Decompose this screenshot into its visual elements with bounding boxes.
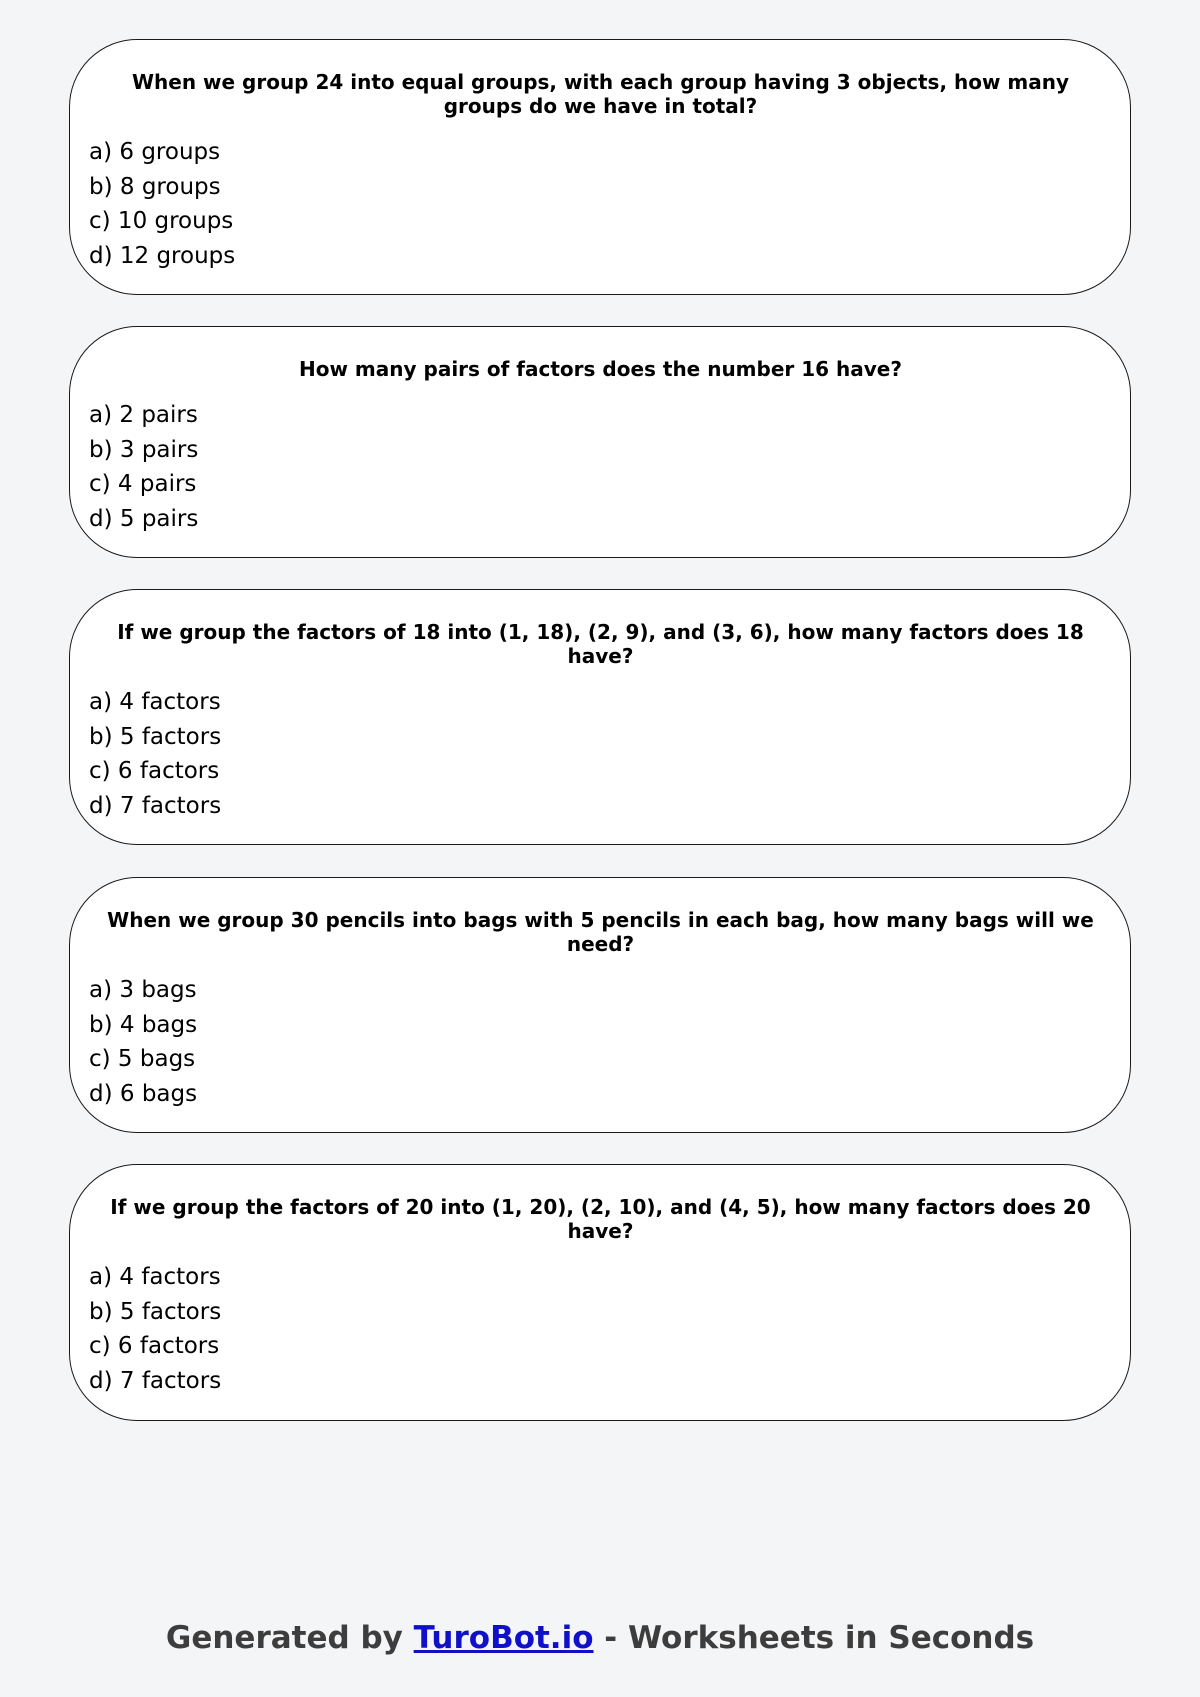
answer-options <box>89 135 1112 273</box>
question-text: How many pairs of factors does the number 16 have? <box>299 357 902 381</box>
answer-option-a: a) 3 bags <box>89 977 197 1003</box>
answer-option-c: c) 6 factors <box>89 758 220 784</box>
answer-option-d: d) 7 factors <box>89 792 222 819</box>
answer-option-c: c) 5 bags <box>89 1046 196 1072</box>
question-card-4 <box>69 877 1131 1133</box>
answer-option-d: d) 12 groups <box>89 242 236 269</box>
answer-option-a: a) 6 groups <box>89 139 221 165</box>
answer-option-b: b) 8 groups <box>89 173 221 200</box>
footer-prefix: Generated by <box>165 1620 414 1656</box>
answer-option-d: d) 5 pairs <box>89 505 199 532</box>
answer-option-c: c) 10 groups <box>89 208 234 234</box>
footer-suffix: - Worksheets in Seconds <box>593 1620 1035 1656</box>
answer-option-a: a) 4 factors <box>89 689 221 715</box>
answer-option-b: b) 5 factors <box>89 723 222 750</box>
answer-option-b: b) 4 bags <box>89 1011 198 1038</box>
question-text: If we group the factors of 20 into (1, 20), (2, 10), and (4, 5), how many factors does 20 have? <box>110 1195 1091 1243</box>
answer-options <box>89 1260 1112 1398</box>
answer-options <box>89 398 1112 536</box>
question-card-5 <box>69 1164 1131 1421</box>
answer-option-d: d) 6 bags <box>89 1080 198 1107</box>
question-text: If we group the factors of 18 into (1, 18), (2, 9), and (3, 6), how many factors does 18 have? <box>117 620 1084 668</box>
question-text: When we group 30 pencils into bags with 5 pencils in each bag, how many bags will we need? <box>107 908 1094 956</box>
answer-option-b: b) 3 pairs <box>89 436 199 463</box>
answer-option-d: d) 7 factors <box>89 1367 222 1394</box>
question-card-3 <box>69 589 1131 845</box>
answer-option-a: a) 2 pairs <box>89 402 198 428</box>
question-card-1 <box>69 39 1131 295</box>
answer-option-b: b) 5 factors <box>89 1298 222 1325</box>
footer-credit <box>0 1618 1200 1658</box>
answer-options <box>89 685 1112 823</box>
question-card-2 <box>69 326 1131 558</box>
answer-option-c: c) 6 factors <box>89 1333 220 1359</box>
answer-option-a: a) 4 factors <box>89 1264 221 1290</box>
turobot-link[interactable]: TuroBot.io <box>413 1620 594 1656</box>
answer-option-c: c) 4 pairs <box>89 471 197 497</box>
question-text: When we group 24 into equal groups, with each group having 3 objects, how many groups do we have in total? <box>131 70 1070 118</box>
answer-options <box>89 973 1112 1111</box>
